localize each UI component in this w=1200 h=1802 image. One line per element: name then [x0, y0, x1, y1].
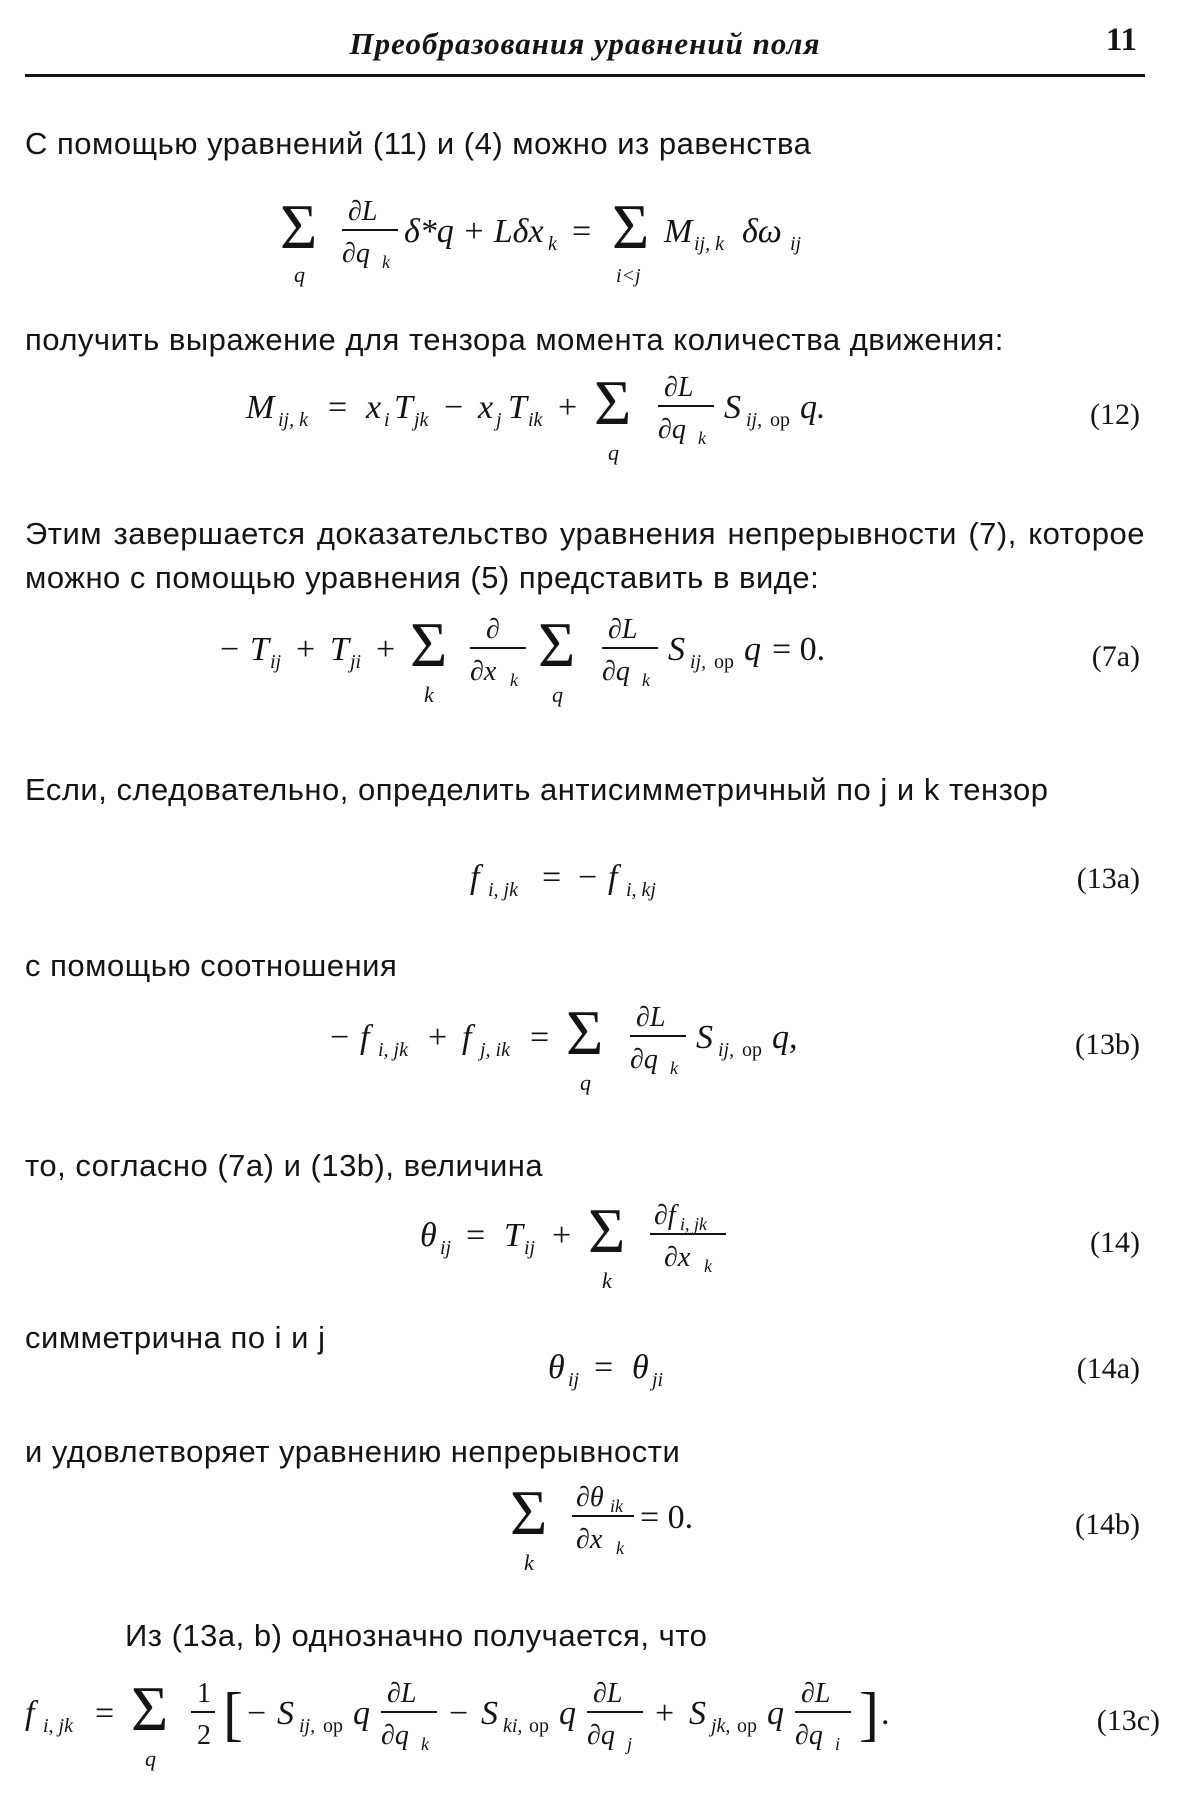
- svg-text:T: T: [394, 389, 413, 426]
- svg-text:=: =: [530, 1019, 550, 1056]
- svg-text:∂L: ∂L: [636, 1002, 666, 1033]
- svg-text:+: +: [296, 631, 316, 668]
- page-number: 11: [1105, 22, 1137, 58]
- svg-text:1: 1: [197, 1678, 211, 1709]
- svg-text:ij,: ij,: [299, 1715, 316, 1737]
- svg-text:Σ: Σ: [594, 367, 632, 438]
- svg-text:−: −: [444, 389, 464, 426]
- svg-text:θ: θ: [548, 1349, 565, 1386]
- equation-number-13c: (13c): [1096, 1704, 1160, 1737]
- svg-text:∂q: ∂q: [381, 1720, 409, 1751]
- svg-text:=: =: [594, 1349, 614, 1386]
- svg-text:q: q: [353, 1695, 370, 1732]
- equation-number-14b: (14b): [1075, 1508, 1140, 1541]
- svg-text:S: S: [668, 631, 685, 668]
- svg-text:+: +: [428, 1019, 448, 1056]
- equation-13c: [0, 1668, 1200, 1778]
- running-title: Преобразования уравнений поля: [349, 26, 821, 61]
- svg-text:i: i: [384, 409, 390, 431]
- svg-text:2: 2: [197, 1720, 211, 1751]
- svg-text:Σ: Σ: [280, 191, 318, 262]
- svg-text:]: ]: [859, 1681, 879, 1747]
- equation-12-formula: [246, 368, 886, 468]
- svg-text:S: S: [481, 1695, 498, 1732]
- equation-number-13a: (13а): [1076, 862, 1140, 895]
- svg-text:jk,: jk,: [711, 1715, 731, 1737]
- svg-text:op: op: [323, 1715, 343, 1737]
- svg-text:k: k: [698, 428, 706, 448]
- svg-text:q: q: [552, 682, 563, 707]
- page-header: [25, 22, 1145, 82]
- svg-text:ij,: ij,: [690, 651, 707, 673]
- svg-text:=: =: [95, 1695, 115, 1732]
- svg-text:M: M: [246, 389, 275, 426]
- svg-text:f: f: [462, 1019, 472, 1056]
- svg-text:x: x: [478, 389, 494, 426]
- svg-text:Σ: Σ: [588, 1195, 626, 1266]
- svg-text:i, jk: i, jk: [680, 1214, 707, 1234]
- svg-text:k: k: [642, 670, 650, 690]
- svg-text:∂q: ∂q: [630, 1044, 658, 1075]
- svg-text:k: k: [524, 1550, 534, 1575]
- svg-text:−: −: [220, 631, 240, 668]
- equation-13b-formula: [330, 998, 890, 1098]
- svg-text:∂q: ∂q: [658, 414, 686, 445]
- svg-text:=: =: [542, 859, 562, 896]
- svg-text:q: q: [608, 440, 619, 465]
- svg-text:=: =: [466, 1217, 486, 1254]
- svg-text:∂x: ∂x: [576, 1524, 603, 1555]
- svg-text:Σ: Σ: [538, 609, 576, 680]
- equation-14b: [0, 1478, 1200, 1578]
- svg-text:ij,: ij,: [718, 1039, 735, 1061]
- svg-text:∂q: ∂q: [795, 1720, 823, 1751]
- svg-text:∂q: ∂q: [342, 238, 370, 269]
- svg-text:f: f: [25, 1695, 35, 1732]
- svg-text:ik: ik: [610, 1496, 623, 1516]
- equation-13b: [0, 998, 1200, 1098]
- paragraph-4: Если, следовательно, определить антисимметричный по j и k тензор: [25, 772, 1049, 807]
- svg-text:ij: ij: [440, 1237, 452, 1259]
- equation-14a: [0, 1338, 1200, 1398]
- svg-text:Σ: Σ: [612, 191, 650, 262]
- svg-text:ij: ij: [524, 1237, 536, 1259]
- svg-text:∂L: ∂L: [608, 614, 638, 645]
- svg-text:∂x: ∂x: [470, 656, 497, 687]
- svg-text:∂f: ∂f: [654, 1200, 676, 1231]
- svg-text:Σ: Σ: [510, 1477, 548, 1548]
- svg-text:ij, k: ij, k: [694, 233, 724, 255]
- svg-text:ji: ji: [652, 1369, 664, 1391]
- svg-text:Σ: Σ: [410, 609, 448, 680]
- svg-text:T: T: [508, 389, 527, 426]
- svg-text:k: k: [670, 1058, 678, 1078]
- svg-text:ij,: ij,: [746, 409, 763, 431]
- equation-unnumbered: [0, 190, 1200, 290]
- svg-text:−: −: [330, 1019, 350, 1056]
- equation-13a-formula: [470, 852, 810, 912]
- svg-text:∂L: ∂L: [348, 196, 378, 227]
- svg-text:−: −: [449, 1695, 469, 1732]
- svg-text:δ*q + Lδx: δ*q + Lδx: [404, 213, 544, 250]
- equation-number-14: (14): [1090, 1226, 1140, 1259]
- svg-text:op: op: [737, 1715, 757, 1737]
- svg-text:i, jk: i, jk: [488, 879, 518, 901]
- svg-text:θ: θ: [632, 1349, 649, 1386]
- svg-text:j: j: [627, 1734, 633, 1754]
- paragraph-2: получить выражение для тензора момента количества движения:: [25, 322, 1004, 357]
- svg-text:∂L: ∂L: [593, 1678, 623, 1709]
- equation-14: [0, 1196, 1200, 1296]
- svg-text:[: [: [223, 1681, 243, 1747]
- svg-text:x: x: [366, 389, 382, 426]
- svg-text:∂x: ∂x: [664, 1242, 691, 1273]
- svg-text:ij: ij: [270, 651, 282, 673]
- svg-text:j, ik: j, ik: [480, 1039, 510, 1061]
- svg-text:T: T: [250, 631, 269, 668]
- svg-text:ji: ji: [350, 651, 362, 673]
- paragraph-5: с помощью соотношения: [25, 948, 398, 983]
- equation-number-7a: (7а): [1091, 640, 1140, 673]
- svg-text:ij, k: ij, k: [278, 409, 308, 431]
- svg-text:q,: q,: [772, 1019, 798, 1056]
- svg-text:−: −: [578, 859, 598, 896]
- svg-text:q: q: [145, 1746, 156, 1771]
- svg-text:i, kj: i, kj: [626, 879, 656, 901]
- svg-text:θ: θ: [420, 1217, 437, 1254]
- paragraph-3: Этим завершается доказательство уравнения непрерывности (7), которое можно с помощью уравнения (5) представить в виде:: [25, 516, 1145, 595]
- svg-text:+: +: [552, 1217, 572, 1254]
- svg-text:∂L: ∂L: [801, 1678, 831, 1709]
- svg-text:ki,: ki,: [503, 1715, 523, 1737]
- equation-number-13b: (13b): [1075, 1028, 1140, 1061]
- svg-text:=: =: [572, 213, 592, 250]
- svg-text:.: .: [881, 1695, 890, 1732]
- equation-13a: [0, 852, 1200, 912]
- equation-12: [0, 368, 1200, 468]
- equation-14-formula: [420, 1196, 820, 1296]
- equation-7a-formula: [220, 610, 940, 710]
- svg-text:−: −: [247, 1695, 267, 1732]
- paragraph-6: то, согласно (7а) и (13b), величина: [25, 1148, 544, 1183]
- svg-text:jk: jk: [414, 409, 429, 431]
- svg-text:T: T: [330, 631, 349, 668]
- svg-text:Σ: Σ: [566, 997, 604, 1068]
- header-rule: [25, 74, 1145, 77]
- svg-text:+: +: [655, 1695, 675, 1732]
- svg-text:i: i: [835, 1734, 841, 1754]
- svg-text:k: k: [424, 682, 434, 707]
- svg-text:T: T: [504, 1217, 523, 1254]
- svg-text:k: k: [616, 1538, 624, 1558]
- equation-13c-formula: [25, 1668, 1025, 1778]
- svg-text:i, jk: i, jk: [43, 1715, 73, 1737]
- svg-text:f: f: [360, 1019, 370, 1056]
- svg-text:j: j: [496, 409, 502, 431]
- paragraph-7: симметрична по i и j: [25, 1320, 326, 1355]
- svg-text:=: =: [328, 389, 348, 426]
- svg-text:k: k: [602, 1268, 612, 1293]
- paragraph-9: Из (13а, b) однозначно получается, что: [125, 1618, 708, 1653]
- svg-text:op: op: [770, 409, 790, 431]
- svg-text:M: M: [664, 213, 693, 250]
- svg-text:∂L: ∂L: [664, 372, 694, 403]
- svg-text:δω: δω: [742, 213, 782, 250]
- equation-14b-formula: [510, 1478, 770, 1578]
- svg-text:ij: ij: [790, 233, 802, 255]
- svg-text:S: S: [696, 1019, 713, 1056]
- svg-text:S: S: [689, 1695, 706, 1732]
- equation-number-12: (12): [1090, 398, 1140, 431]
- svg-text:k: k: [510, 670, 518, 690]
- svg-text:∂: ∂: [486, 614, 500, 645]
- svg-text:k: k: [382, 252, 390, 272]
- svg-text:= 0.: = 0.: [772, 631, 826, 668]
- svg-text:op: op: [714, 651, 734, 673]
- paragraph-1: С помощью уравнений (11) и (4) можно из равенства: [25, 126, 812, 161]
- equation-14a-formula: [548, 1338, 748, 1398]
- svg-text:∂q: ∂q: [587, 1720, 615, 1751]
- svg-text:∂q: ∂q: [602, 656, 630, 687]
- svg-text:k: k: [421, 1734, 429, 1754]
- equation-0-formula: [280, 190, 920, 290]
- svg-text:k: k: [704, 1256, 712, 1276]
- svg-text:f: f: [608, 859, 618, 896]
- svg-text:∂L: ∂L: [387, 1678, 417, 1709]
- svg-text:q: q: [767, 1695, 784, 1732]
- equation-7a: [0, 610, 1200, 710]
- svg-text:q: q: [744, 631, 761, 668]
- svg-text:∂θ: ∂θ: [576, 1482, 604, 1513]
- svg-text:S: S: [724, 389, 741, 426]
- svg-text:op: op: [529, 1715, 549, 1737]
- svg-text:+: +: [376, 631, 396, 668]
- svg-text:+: +: [558, 389, 578, 426]
- svg-text:q: q: [580, 1070, 591, 1095]
- svg-text:S: S: [277, 1695, 294, 1732]
- paragraph-8: и удовлетворяет уравнению непрерывности: [25, 1434, 681, 1469]
- svg-text:i<j: i<j: [616, 265, 641, 287]
- svg-text:q.: q.: [800, 389, 826, 426]
- svg-text:Σ: Σ: [131, 1673, 169, 1744]
- svg-text:q: q: [294, 262, 305, 287]
- svg-text:k: k: [548, 233, 557, 255]
- equation-number-14a: (14a): [1076, 1352, 1140, 1385]
- svg-text:ik: ik: [528, 409, 543, 431]
- svg-text:i, jk: i, jk: [378, 1039, 408, 1061]
- svg-text:f: f: [470, 859, 480, 896]
- svg-text:= 0.: = 0.: [640, 1499, 694, 1536]
- svg-text:q: q: [559, 1695, 576, 1732]
- svg-text:op: op: [742, 1039, 762, 1061]
- svg-text:ij: ij: [568, 1369, 580, 1391]
